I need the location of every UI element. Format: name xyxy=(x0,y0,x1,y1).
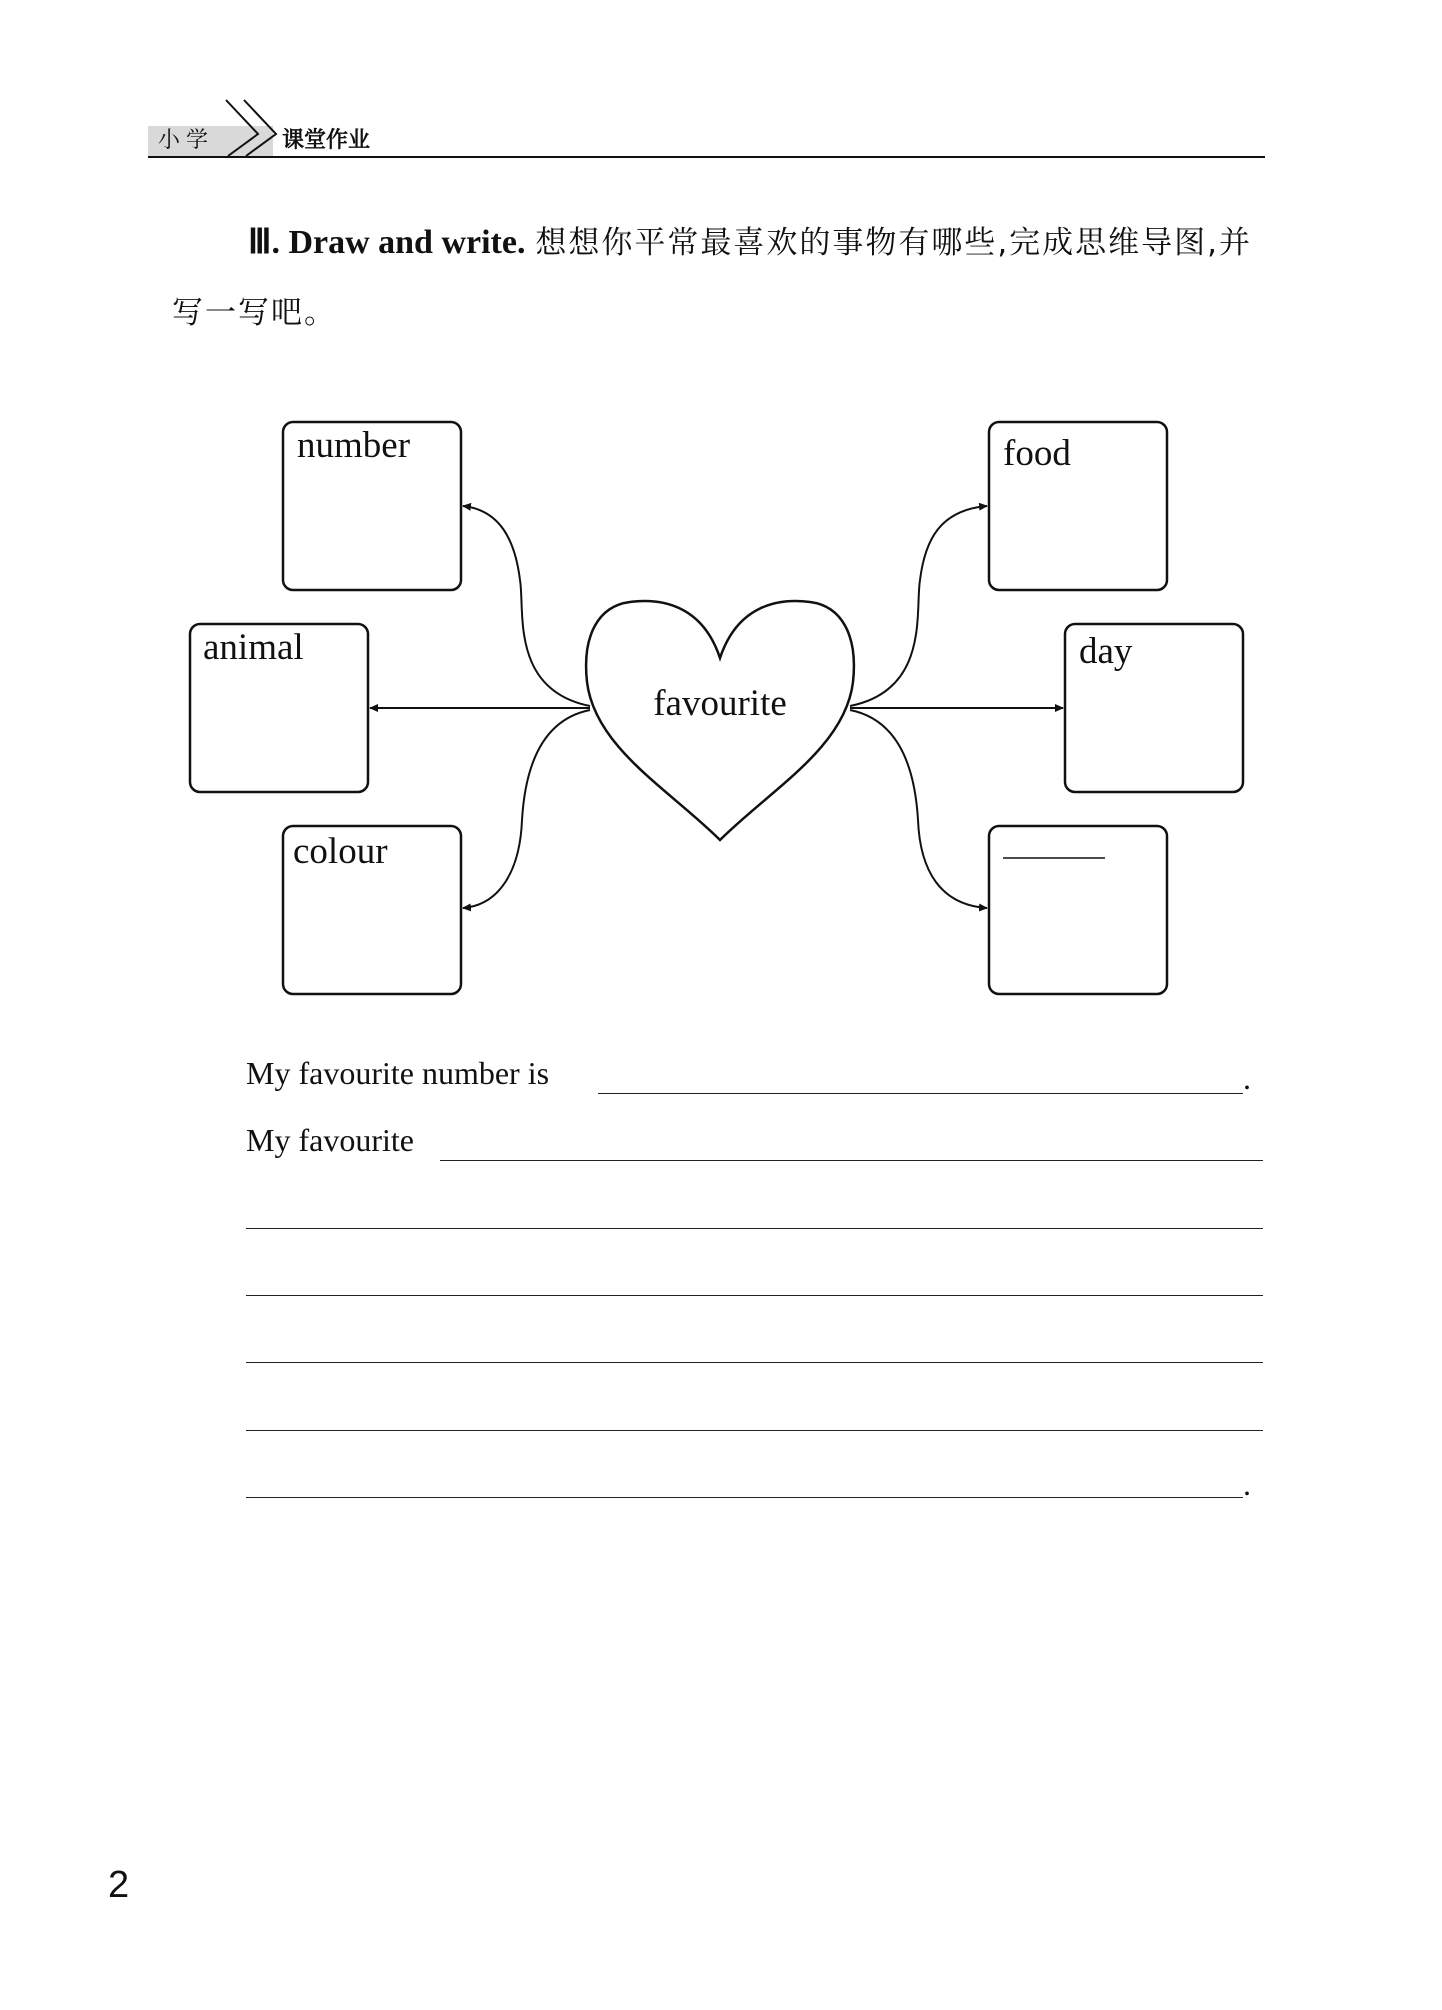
box-label-day: day xyxy=(1079,631,1133,672)
answer-line-1[interactable] xyxy=(598,1093,1243,1094)
answer-line-2[interactable] xyxy=(440,1160,1263,1161)
sentence-1-prefix: My favourite number is xyxy=(246,1055,550,1091)
box-label-food: food xyxy=(1003,433,1071,474)
sentence-1-period: . xyxy=(1243,1060,1251,1096)
page-number: 2 xyxy=(108,1864,130,1906)
answer-line-7[interactable] xyxy=(246,1497,1243,1498)
final-period: . xyxy=(1243,1466,1251,1502)
box-label-colour: colour xyxy=(293,831,388,872)
answer-line-4[interactable] xyxy=(246,1295,1263,1296)
header-series: 课堂作业 xyxy=(282,128,371,153)
center-label: favourite xyxy=(653,683,787,724)
sentence-2-prefix: My favourite xyxy=(246,1122,414,1158)
arrow-to-blank xyxy=(850,710,987,908)
instruction-title: Ⅲ. Draw and write. xyxy=(248,224,526,261)
arrow-to-colour xyxy=(463,710,590,908)
answer-line-3[interactable] xyxy=(246,1228,1263,1229)
box-label-number: number xyxy=(297,425,411,466)
instruction-text: 想想你平常最喜欢的事物有哪些,完成思维导图,并写一写吧。 xyxy=(172,225,1253,331)
box-blank[interactable] xyxy=(989,826,1167,994)
answer-line-6[interactable] xyxy=(246,1430,1263,1431)
arrow-to-food xyxy=(850,506,987,706)
box-label-animal: animal xyxy=(203,627,304,668)
arrow-to-number xyxy=(463,506,590,706)
header-level: 小学 xyxy=(158,128,215,153)
answer-line-5[interactable] xyxy=(246,1362,1263,1363)
